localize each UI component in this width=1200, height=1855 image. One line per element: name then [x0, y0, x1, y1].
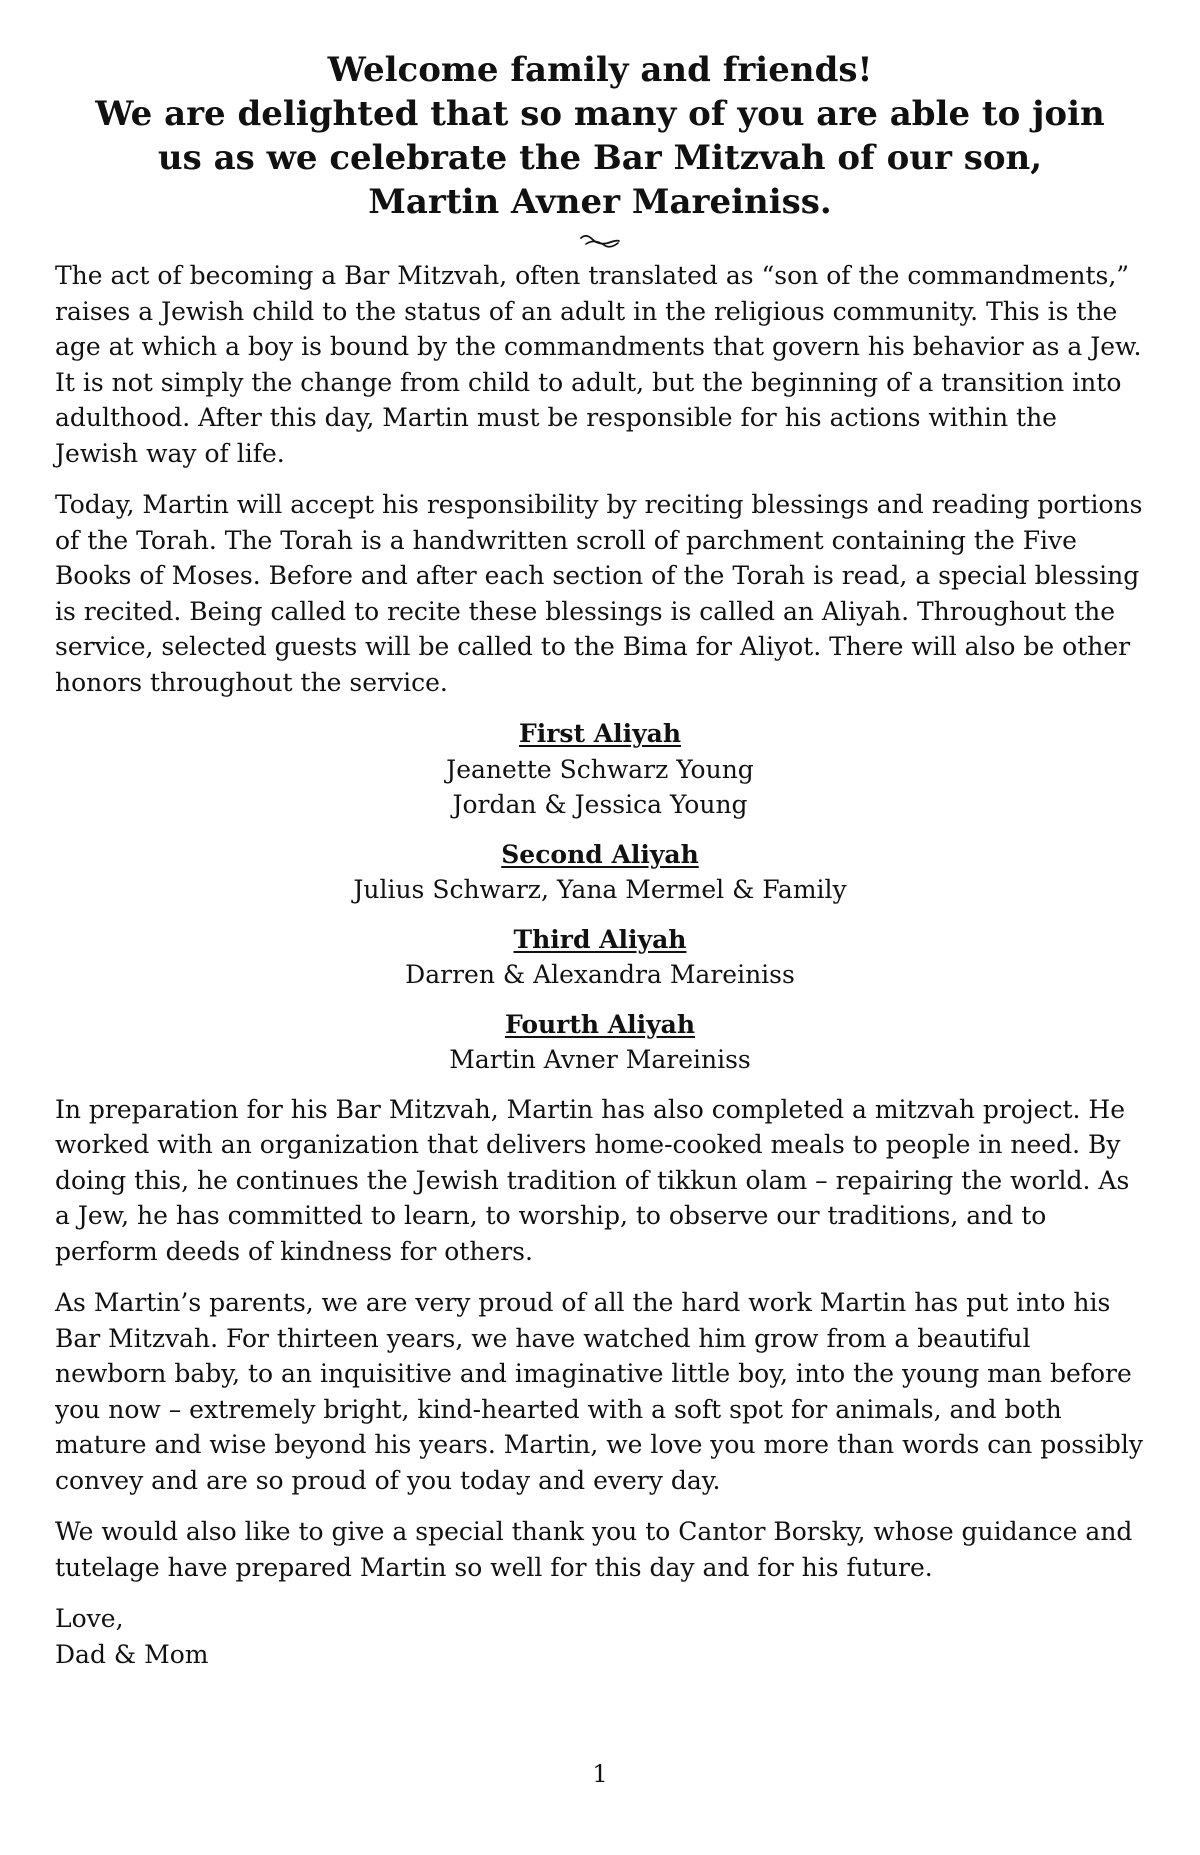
aliyah-first: [55, 716, 1145, 823]
paragraph-mitzvah-project: In preparation for his Bar Mitzvah, Martin has also completed a mitzvah project. He worked with an organization that delivers home-cooked meals to people in need. By doing this, he continues the Jewish tradition of tikkun olam – repairing the world. As a Jew, he has committed to learn, to worship, to observe our traditions, and to perform deeds of kindness for others.: [55, 1094, 1130, 1266]
aliyah-third: [55, 922, 1145, 993]
aliyah-title: Second Aliyah: [501, 839, 699, 869]
heading-line: We are delighted that so many of you are able to join: [95, 94, 1105, 134]
aliyah-name: Julius Schwarz, Yana Mermel & Family: [353, 875, 847, 904]
swash-ornament-icon: [578, 232, 622, 252]
heading-line: Welcome family and friends!: [327, 50, 873, 90]
page-number: 1: [592, 1760, 608, 1788]
paragraph-bar-mitzvah-meaning: The act of becoming a Bar Mitzvah, often translated as “son of the commandments,” raises a Jewish child to the status of an adult in the religious community. This is the age at which a boy is bound by the commandments that govern his behavior as a Jew. It is not simply the change from child to adult, but the beginning of a transition into adulthood. After this day, Martin must be responsible for his actions within the Jewish way of life.: [55, 261, 1142, 468]
paragraph-torah-reading: Today, Martin will accept his responsibility by reciting blessings and reading portions of the Torah. The Torah is a handwritten scroll of parchment containing the Five Books of Moses. Before and after each section of the Torah is read, a special blessing is recited. Being called to recite these blessings is called an Aliyah. Throughout the service, selected guests will be called to the Bima for Aliyot. There will also be other honors throughout the service.: [55, 490, 1143, 697]
aliyah-fourth: [55, 1007, 1145, 1078]
signoff-signature: Dad & Mom: [55, 1639, 209, 1669]
aliyah-title: Fourth Aliyah: [504, 1009, 696, 1039]
aliyot-list: [55, 716, 1145, 1078]
aliyah-name: Jeanette Schwarz Young: [446, 754, 754, 784]
aliyah-name: Darren & Alexandra Mareiniss: [405, 960, 795, 989]
aliyah-title: Third Aliyah: [513, 924, 687, 954]
heading-line: Martin Avner Mareiniss.: [368, 182, 832, 222]
signoff-closing: Love,: [55, 1604, 124, 1633]
signoff: [55, 1601, 1145, 1672]
aliyah-title: First Aliyah: [518, 719, 682, 748]
heading-line: us as we celebrate the Bar Mitzvah of our son,: [157, 138, 1043, 178]
aliyah-name: Martin Avner Mareiniss: [449, 1045, 751, 1074]
aliyah-second: [55, 837, 1145, 908]
paragraph-parents-message: As Martin’s parents, we are very proud of all the hard work Martin has put into his Bar Mitzvah. For thirteen years, we have watched him grow from a beautiful newborn baby, to an inquisitive and imaginative little boy, into the young man before you now – extremely bright, kind-hearted with a soft spot for animals, and both mature and wise beyond his years. Martin, we love you more than words can possibly convey and are so proud of you today and every day.: [55, 1288, 1144, 1495]
paragraph-thank-you: We would also like to give a special thank you to Cantor Borsky, whose guidance and tutelage have prepared Martin so well for this day and for his future.: [55, 1517, 1133, 1582]
welcome-heading: [55, 48, 1145, 224]
aliyah-name: Jordan & Jessica Young: [452, 790, 748, 819]
